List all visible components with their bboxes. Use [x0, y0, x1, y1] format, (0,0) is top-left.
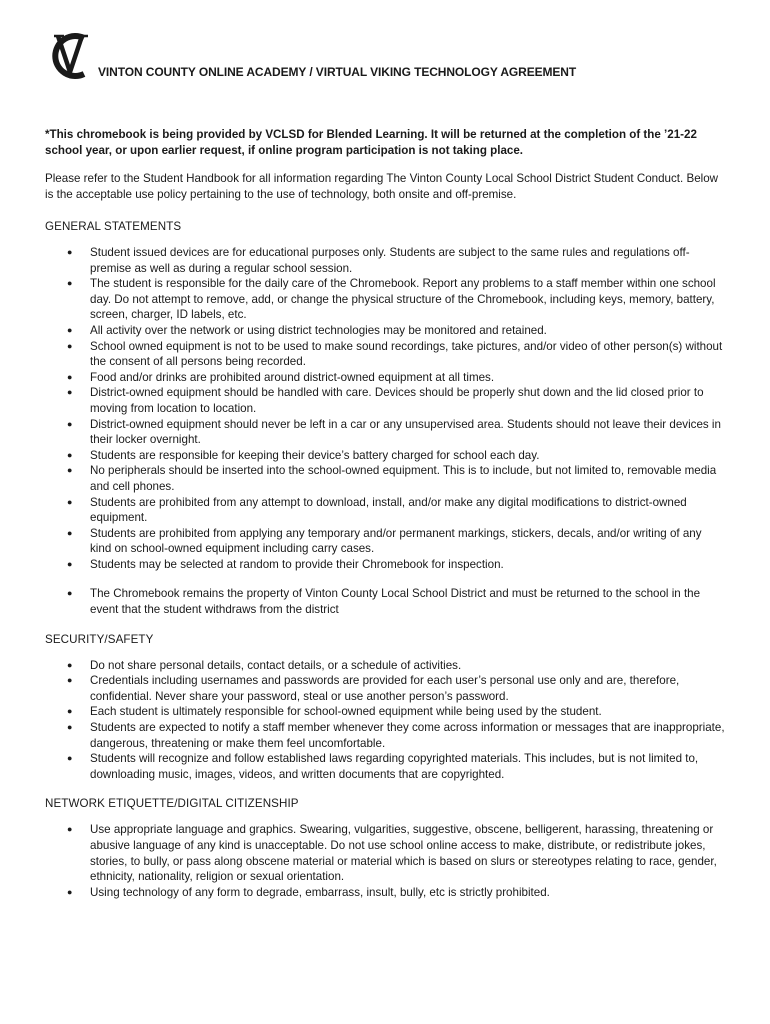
document-body [45, 127, 725, 914]
vinton-county-vc-logo-icon [44, 30, 94, 82]
list-item: ● School owned equipment is not to be used to make sound recordings, take pictures, and/or video of other person(s) without the consent of all persons being recorded. [45, 339, 725, 370]
network-etiquette-list [45, 822, 725, 900]
list-item: ● District-owned equipment should be handled with care. Devices should be properly shut down and the lid closed prior to moving from location to location. [45, 385, 725, 416]
list-item: ● The Chromebook remains the property of Vinton County Local School District and must be returned to the school in the event that the student withdraws from the district [45, 586, 725, 617]
list-item: ● Students are prohibited from any attempt to download, install, and/or make any digital modifications to district-owned equipment. [45, 495, 725, 526]
list-item: ● Credentials including usernames and passwords are provided for each user’s personal use only and are, therefore, confidential. Never share your password, steal or use another person’s password. [45, 673, 725, 704]
list-item: ● Do not share personal details, contact details, or a schedule of activities. [45, 658, 725, 674]
list-item: ● Students may be selected at random to provide their Chromebook for inspection. [45, 557, 725, 573]
general-statements-heading: GENERAL STATEMENTS [45, 220, 182, 233]
document-title: VINTON COUNTY ONLINE ACADEMY / VIRTUAL VIKING TECHNOLOGY AGREEMENT [98, 65, 577, 79]
list-item: ● All activity over the network or using district technologies may be monitored and retained. [45, 323, 725, 339]
list-item: ● Students are expected to notify a staff member whenever they come across information or messages that are inappropriate, dangerous, threatening or make them feel uncomfortable. [45, 720, 725, 751]
list-item: ● Food and/or drinks are prohibited around district-owned equipment at all times. [45, 370, 725, 386]
list-item: ● Using technology of any form to degrade, embarrass, insult, bully, etc is strictly prohibited. [45, 885, 725, 901]
intro-paragraph: Please refer to the Student Handbook for all information regarding The Vinton County Local School District Student Conduct. Below is the acceptable use policy pertaining to the use of technology, both onsite and off-premise. [45, 172, 719, 201]
list-item: ● Students are responsible for keeping their device’s battery charged for school each day. [45, 448, 725, 464]
chromebook-notice: *This chromebook is being provided by VCLSD for Blended Learning. It will be returned at the completion of the ’21-22 school year, or upon earlier request, if online program participation is not taking place. [45, 128, 697, 157]
list-item: ● Each student is ultimately responsible for school-owned equipment while being used by the student. [45, 704, 725, 720]
network-etiquette-heading: NETWORK ETIQUETTE/DIGITAL CITIZENSHIP [45, 797, 299, 811]
list-item: ● Use appropriate language and graphics. Swearing, vulgarities, suggestive, obscene, belligerent, harassing, threatening or abusive language of any kind is unacceptable. Do not use school online access to make, distribute, or redistribute jokes, stories, to bully, or pass along obscene material or material which is based on slurs or stereotypes relating to race, gender, ethnicity, nationality, religion or sexual orientation. [45, 822, 725, 884]
security-safety-heading: SECURITY/SAFETY [45, 632, 154, 646]
list-item: ● No peripherals should be inserted into the school-owned equipment. This is to include, but not limited to, removable media and cell phones. [45, 463, 725, 494]
list-item: ● The student is responsible for the daily care of the Chromebook. Report any problems to a staff member within one school day. Do not attempt to remove, add, or change the physical structure of the Chromebook, including keys, memory, battery, screen, charger, ID labels, etc. [45, 276, 725, 323]
list-item: ● Students are prohibited from applying any temporary and/or permanent markings, stickers, decals, and/or writing of any kind on school-owned equipment including carry cases. [45, 526, 725, 557]
general-statements-list [45, 245, 725, 618]
list-item: ● Student issued devices are for educational purposes only. Students are subject to the same rules and regulations off-premise as well as during a regular school session. [45, 245, 725, 276]
list-item: ● Students will recognize and follow established laws regarding copyrighted materials. This includes, but is not limited to, downloading music, images, videos, and written documents that are copyrighted. [45, 751, 725, 782]
list-item: ● District-owned equipment should never be left in a car or any unsupervised area. Students should not leave their devices in their locker overnight. [45, 417, 725, 448]
security-safety-list [45, 658, 725, 783]
